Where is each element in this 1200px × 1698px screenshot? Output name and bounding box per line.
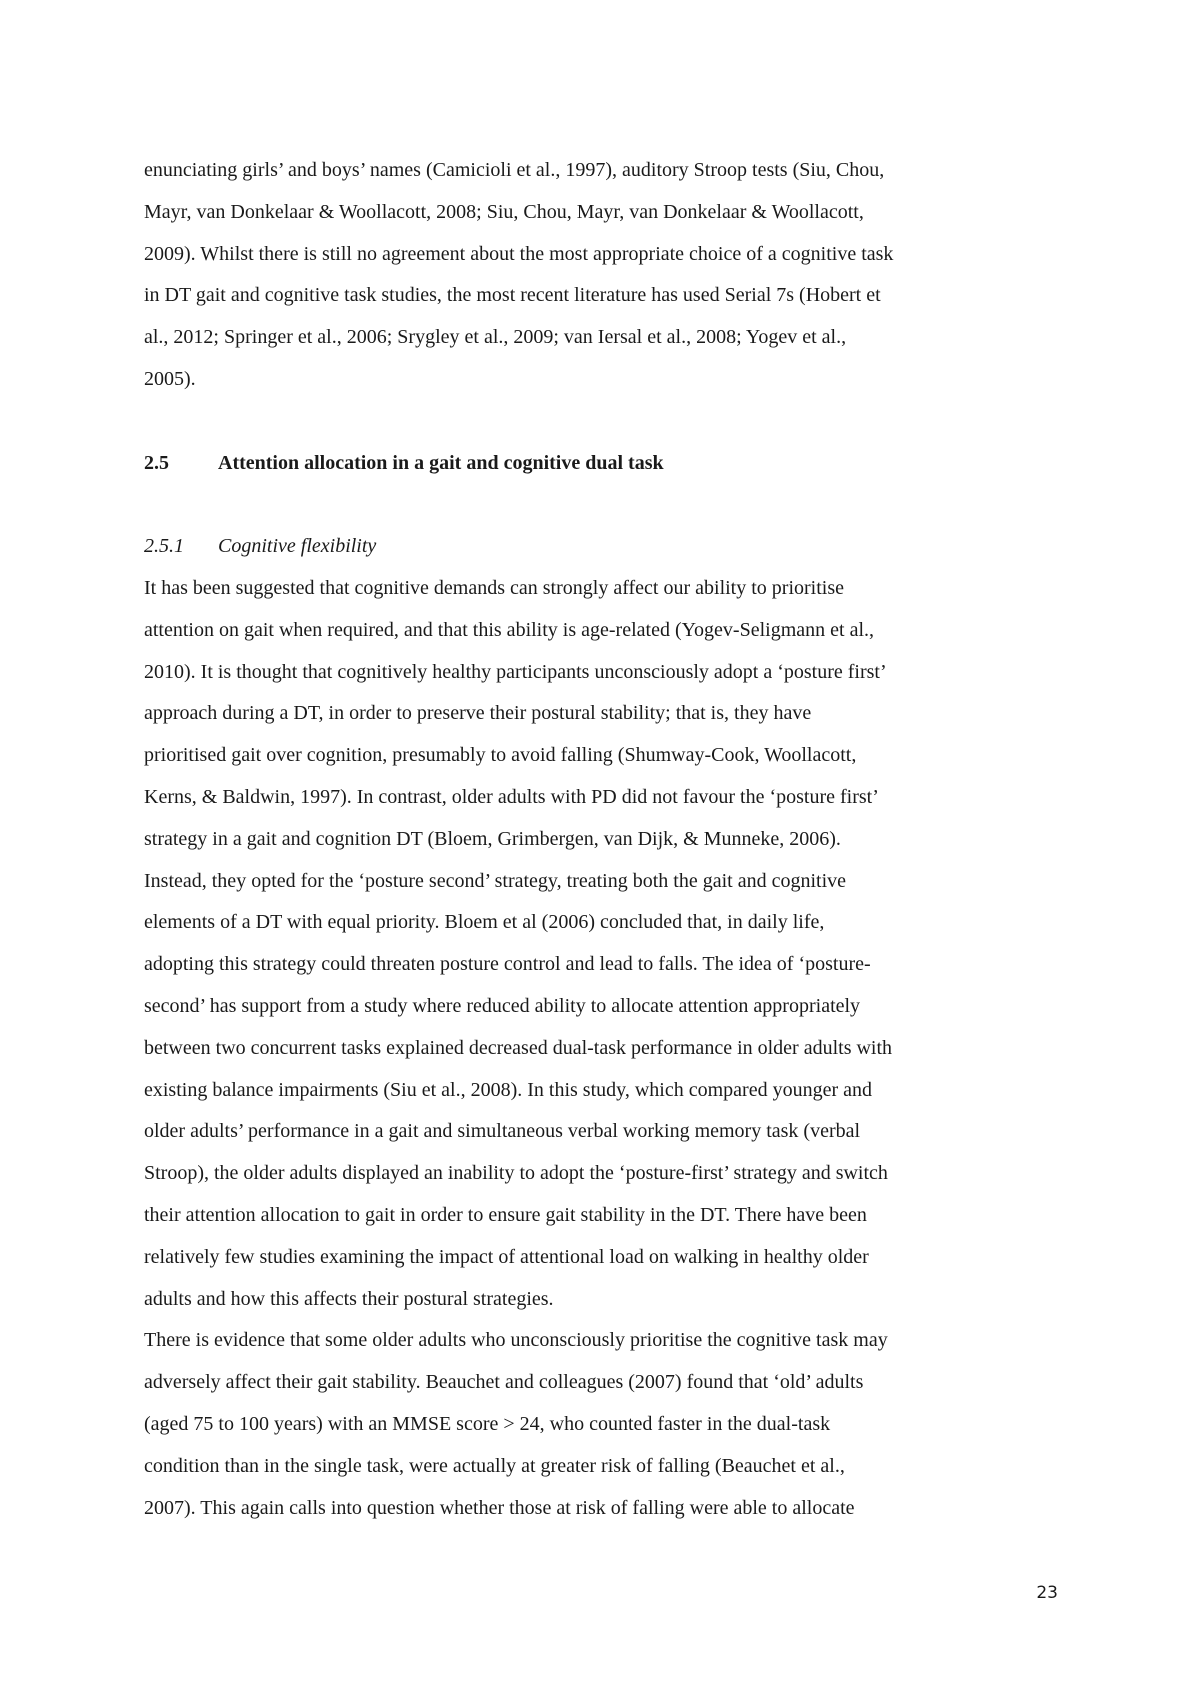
text-line: their attention allocation to gait in order to ensure gait stability in the DT. There have been	[144, 1203, 867, 1226]
text-line: enunciating girls’ and boys’ names (Camicioli et al., 1997), auditory Stroop tests (Siu, Chou,	[144, 159, 885, 181]
text-line: attention on gait when required, and that this ability is age-related (Yogev-Seligmann et al.,	[144, 618, 874, 641]
text-line: 2010). It is thought that cognitively healthy participants unconsciously adopt a ‘posture first’	[144, 660, 887, 683]
text-line: Kerns, & Baldwin, 1997). In contrast, older adults with PD did not favour the ‘posture first’	[144, 785, 879, 808]
paragraph-intro	[144, 150, 1064, 401]
text-line: It has been suggested that cognitive demands can strongly affect our ability to prioritise	[144, 576, 844, 599]
text-line: 2007). This again calls into question whether those at risk of falling were able to allocate	[144, 1496, 855, 1519]
page-body	[144, 150, 1064, 1529]
text-line: (aged 75 to 100 years) with an MMSE score > 24, who counted faster in the dual-task	[144, 1412, 831, 1435]
text-line: older adults’ performance in a gait and simultaneous verbal working memory task (verbal	[144, 1120, 861, 1143]
text-line: 2005).	[144, 367, 196, 390]
paragraph-main	[144, 568, 1064, 1320]
blank-line	[144, 484, 1064, 526]
text-line: existing balance impairments (Siu et al., 2008). In this study, which compared younger and	[144, 1078, 872, 1101]
text-line: 2009). Whilst there is still no agreement about the most appropriate choice of a cognitive task	[144, 242, 894, 265]
text-line: between two concurrent tasks explained decreased dual-task performance in older adults with	[144, 1036, 893, 1059]
text-line: adopting this strategy could threaten posture control and lead to falls. The idea of ‘posture-	[144, 953, 871, 976]
text-line: strategy in a gait and cognition DT (Bloem, Grimbergen, van Dijk, & Munneke, 2006).	[144, 827, 841, 850]
text-line: elements of a DT with equal priority. Bloem et al (2006) concluded that, in daily life,	[144, 911, 825, 934]
subsection-heading	[144, 526, 1064, 568]
page-number: 23	[1036, 1583, 1058, 1603]
section-title: Attention allocation in a gait and cognitive dual task	[218, 451, 664, 474]
subsection-number: 2.5.1	[144, 535, 184, 558]
text-line: adversely affect their gait stability. Beauchet and colleagues (2007) found that ‘old’ adults	[144, 1371, 864, 1394]
text-line: condition than in the single task, were actually at greater risk of falling (Beauchet et al.,	[144, 1454, 845, 1477]
paragraph-final	[144, 1320, 1064, 1529]
text-line: approach during a DT, in order to preserve their postural stability; that is, they have	[144, 702, 812, 725]
section-heading	[144, 443, 1064, 485]
text-line: Instead, they opted for the ‘posture second’ strategy, treating both the gait and cognitive	[144, 869, 847, 892]
text-line: adults and how this affects their postural strategies.	[144, 1287, 554, 1310]
blank-line	[144, 401, 1064, 443]
text-line: Stroop), the older adults displayed an inability to adopt the ‘posture-first’ strategy and switch	[144, 1162, 888, 1185]
section-number: 2.5	[144, 451, 169, 474]
text-line: in DT gait and cognitive task studies, the most recent literature has used Serial 7s (Hobert et	[144, 284, 881, 307]
text-line: al., 2012; Springer et al., 2006; Srygley et al., 2009; van Iersal et al., 2008; Yogev et al.,	[144, 326, 847, 349]
text-line: second’ has support from a study where reduced ability to allocate attention appropriately	[144, 994, 861, 1017]
text-line: relatively few studies examining the impact of attentional load on walking in healthy older	[144, 1245, 869, 1268]
text-line: Mayr, van Donkelaar & Woollacott, 2008; Siu, Chou, Mayr, van Donkelaar & Woollacott,	[144, 200, 864, 223]
text-line: There is evidence that some older adults who unconsciously prioritise the cognitive task may	[144, 1329, 888, 1352]
subsection-title: Cognitive flexibility	[218, 535, 377, 558]
text-line: prioritised gait over cognition, presumably to avoid falling (Shumway-Cook, Woollacott,	[144, 744, 857, 767]
